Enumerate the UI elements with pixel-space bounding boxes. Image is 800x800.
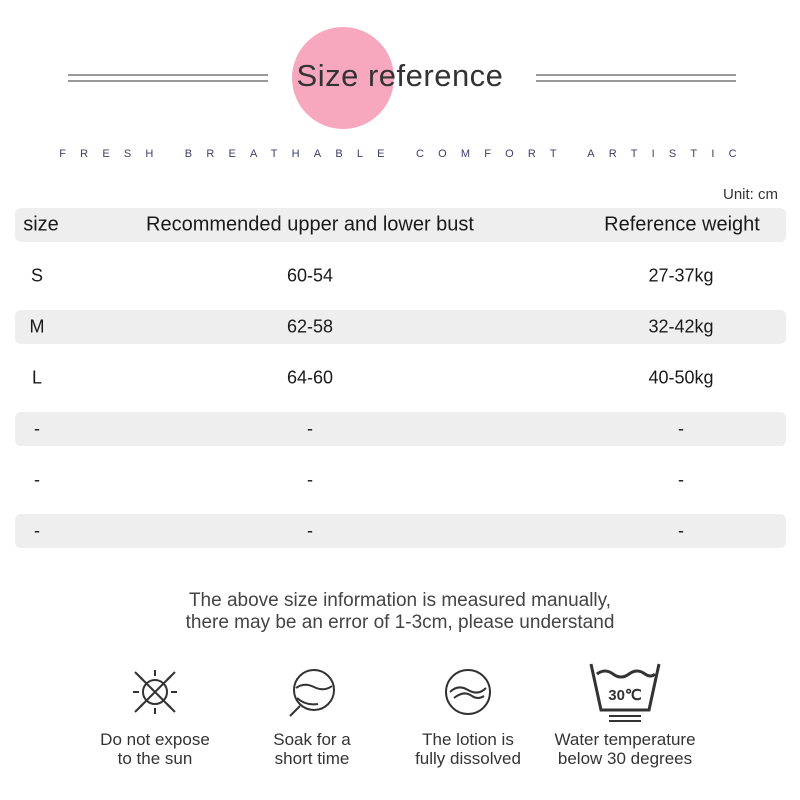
page-title: Size reference xyxy=(296,58,504,93)
no-sun-icon xyxy=(125,660,185,720)
weight-cell: - xyxy=(678,418,684,439)
table-row xyxy=(15,463,786,497)
size-cell: - xyxy=(34,469,40,490)
bust-cell: - xyxy=(307,469,313,490)
bust-cell: 64-60 xyxy=(286,367,334,388)
bust-cell: 62-58 xyxy=(286,316,334,337)
weight-cell: 32-42kg xyxy=(648,316,714,337)
table-row xyxy=(15,361,786,395)
care-label-line-2: short time xyxy=(274,749,350,768)
care-item-wash-temp xyxy=(550,660,700,768)
wash-30-icon xyxy=(585,660,665,724)
unit-label: Unit: cm xyxy=(722,186,778,203)
measurement-note xyxy=(0,590,800,634)
weight-cell: - xyxy=(678,469,684,490)
care-label-line-1: Do not expose xyxy=(100,730,210,749)
care-label-line-2: fully dissolved xyxy=(415,749,521,768)
note-line-1: The above size information is measured manually, xyxy=(188,590,612,611)
title-section xyxy=(0,0,800,140)
care-item-soak xyxy=(237,660,387,768)
weight-cell: 40-50kg xyxy=(648,367,714,388)
size-cell: M xyxy=(29,316,45,337)
table-row xyxy=(15,514,786,548)
size-cell: S xyxy=(30,265,44,286)
care-label-line-2: below 30 degrees xyxy=(557,749,693,768)
table-row xyxy=(15,259,786,293)
size-cell: L xyxy=(31,367,43,388)
care-label-line-2: to the sun xyxy=(117,749,193,768)
size-table xyxy=(15,208,786,565)
bust-cell: - xyxy=(307,520,313,541)
size-cell: - xyxy=(34,520,40,541)
wash-temp-text: 30℃ xyxy=(608,687,642,704)
care-label-line-1: Soak for a xyxy=(273,730,351,749)
column-header-bust: Recommended upper and lower bust xyxy=(146,213,474,236)
care-item-no-sun xyxy=(80,660,230,768)
table-header-row xyxy=(15,208,786,242)
tagline: FRESH BREATHABLE COMFORT ARTISTIC xyxy=(59,148,751,160)
soak-icon xyxy=(282,660,342,720)
column-header-weight: Reference weight xyxy=(604,213,760,236)
care-label-line-1: The lotion is xyxy=(422,730,514,749)
table-row xyxy=(15,412,786,446)
table-row xyxy=(15,310,786,344)
bust-cell: - xyxy=(307,418,313,439)
note-line-2: there may be an error of 1-3cm, please understand xyxy=(185,612,615,633)
care-label-line-1: Water temperature xyxy=(554,730,696,749)
bust-cell: 60-54 xyxy=(286,265,334,286)
weight-cell: - xyxy=(678,520,684,541)
dissolve-icon xyxy=(438,660,498,720)
size-cell: - xyxy=(34,418,40,439)
weight-cell: 27-37kg xyxy=(648,265,714,286)
column-header-size: size xyxy=(23,213,59,236)
care-item-dissolve xyxy=(393,660,543,768)
